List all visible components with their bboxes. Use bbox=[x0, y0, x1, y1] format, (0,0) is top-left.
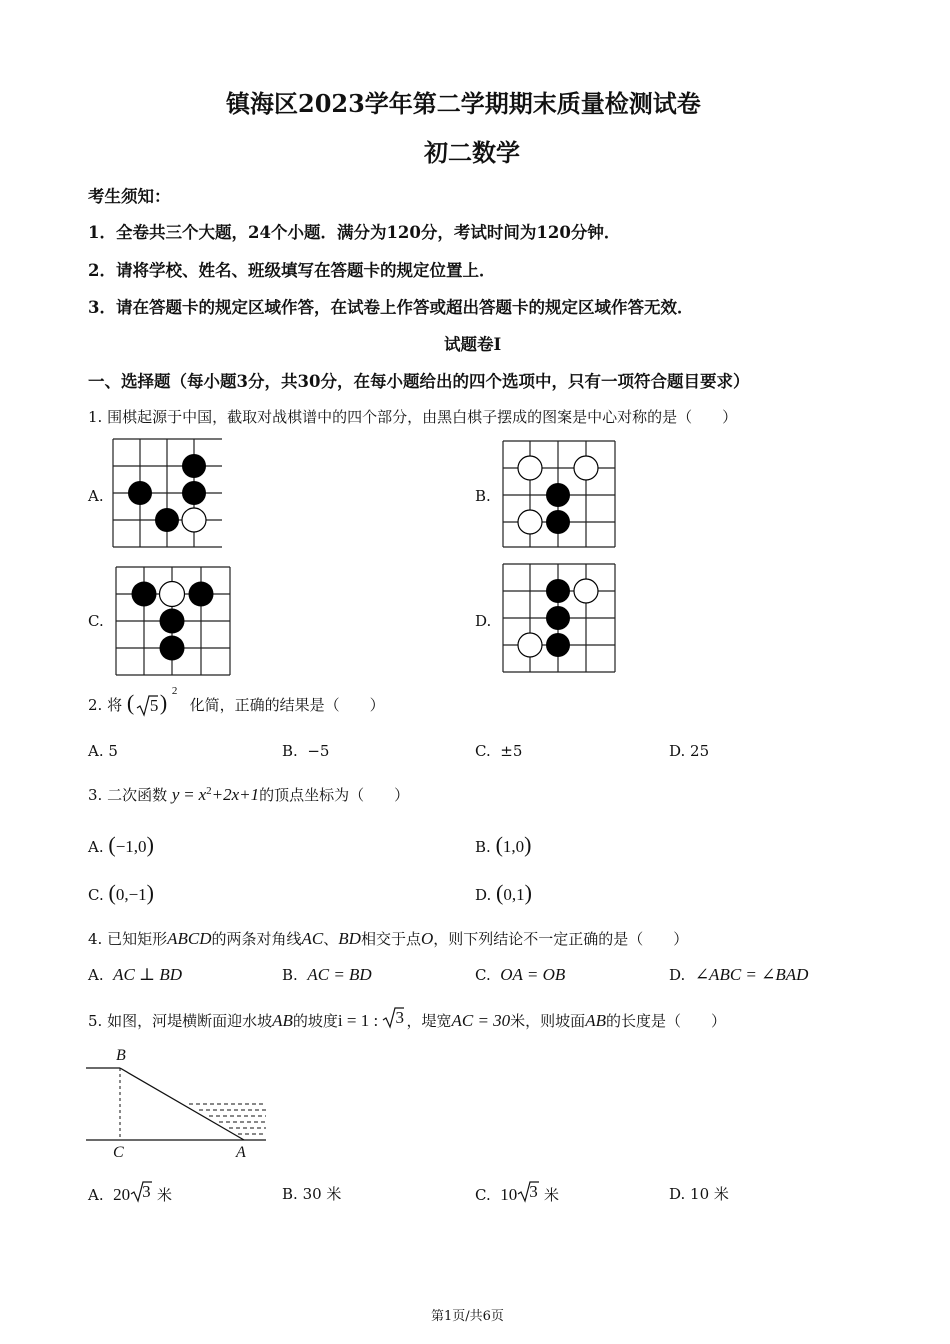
q4-option-a: A. AC ⊥ BD bbox=[88, 965, 183, 984]
q5-label-b: B bbox=[116, 1047, 126, 1064]
white-stone bbox=[518, 510, 542, 534]
q1-board-b bbox=[500, 438, 618, 550]
black-stone bbox=[160, 636, 185, 661]
q1-stem: 1. 围棋起源于中国，截取对战棋谱中的四个部分，由黑白棋子摆成的图案是中心对称的是（ ） bbox=[88, 408, 738, 426]
page-footer: 第1页/共6页 bbox=[431, 1309, 504, 1324]
black-stone bbox=[132, 582, 157, 607]
q3-option-d: D. (0,1) bbox=[475, 880, 532, 905]
black-stone bbox=[546, 606, 570, 630]
q3-text-post: 的顶点坐标为（ ） bbox=[259, 786, 410, 804]
q2-stem: 2. 将 ( 5 ) 2 化简，正确的结果是（ ） bbox=[88, 685, 385, 715]
black-stone bbox=[182, 454, 206, 478]
white-stone bbox=[182, 508, 206, 532]
q3-x: x bbox=[198, 785, 207, 804]
q2-radicand: 5 bbox=[149, 696, 159, 715]
q3-number: 3. bbox=[88, 786, 103, 804]
section-1-title: 一、选择题（每小题3分，共30分，在每小题给出的四个选项中，只有一项符合题目要求） bbox=[88, 372, 750, 391]
q5-stem: 5. 如图，河堤横断面迎水坡AB的坡度i = 1 : 3 ，堤宽AC = 30米，则坡面AB的长度是（ ） bbox=[88, 1008, 726, 1030]
q2-option-d: D. 25 bbox=[669, 742, 710, 760]
q2-option-b: B. −5 bbox=[282, 742, 330, 760]
q3-option-c: C. (0,−1) bbox=[88, 880, 154, 905]
q5-option-d: D. 10 米 bbox=[669, 1185, 729, 1203]
q3-square: 2 bbox=[206, 785, 212, 797]
q5-option-b: B. 30 米 bbox=[282, 1185, 342, 1203]
black-stone bbox=[160, 609, 185, 634]
white-stone bbox=[574, 456, 598, 480]
exam-title: 镇海区2023学年第二学期期末质量检测试卷 bbox=[226, 89, 701, 118]
white-stone bbox=[574, 579, 598, 603]
notice-item-1: 1．全卷共三个大题，24个小题．满分为120分，考试时间为120分钟． bbox=[88, 223, 621, 242]
q3-stem bbox=[88, 784, 409, 805]
black-stone bbox=[182, 481, 206, 505]
q2-text-pre: 将 bbox=[107, 696, 123, 714]
q1-option-b-label: B. bbox=[475, 487, 491, 505]
white-stone bbox=[518, 456, 542, 480]
q3-option-a: A. (−1,0) bbox=[88, 832, 154, 857]
q1-option-d-label: D. bbox=[475, 612, 492, 630]
q5-label-c: C bbox=[113, 1144, 124, 1161]
black-stone bbox=[546, 510, 570, 534]
q3-eq: = bbox=[184, 785, 194, 804]
black-stone bbox=[128, 481, 152, 505]
q1-board-d bbox=[500, 561, 618, 675]
q2-option-a: A. 5 bbox=[88, 742, 118, 760]
q3-y: y bbox=[171, 785, 180, 804]
exam-subject: 初二数学 bbox=[424, 138, 520, 167]
black-stone bbox=[546, 483, 570, 507]
q1-board-a bbox=[110, 436, 225, 550]
q5-option-c: C. 10 3 米 bbox=[475, 1182, 560, 1204]
q4-option-b: B. AC = BD bbox=[282, 965, 372, 984]
q5-label-a: A bbox=[236, 1144, 246, 1161]
notice-heading: 考生须知： bbox=[88, 187, 171, 206]
q4-stem: 4. 已知矩形ABCD的两条对角线AC、BD相交于点O，则下列结论不一定正确的是（ ） bbox=[88, 929, 689, 948]
q5-option-a: A. 20 3 米 bbox=[88, 1182, 172, 1204]
q3-rest: +2x+1 bbox=[211, 785, 260, 804]
q3-text-pre: 二次函数 bbox=[107, 786, 168, 804]
white-stone bbox=[160, 582, 185, 607]
black-stone bbox=[189, 582, 214, 607]
q1-option-a-label: A. bbox=[88, 487, 104, 505]
q2-option-c: C. ±5 bbox=[475, 742, 523, 760]
q1-board-c bbox=[113, 564, 233, 678]
black-stone bbox=[546, 633, 570, 657]
q2-text-post: 化简，正确的结果是（ ） bbox=[189, 696, 385, 714]
volume-title: 试题卷I bbox=[444, 335, 502, 354]
black-stone bbox=[546, 579, 570, 603]
notice-item-2: 2．请将学校、姓名、班级填写在答题卡的规定位置上． bbox=[88, 261, 496, 280]
white-stone bbox=[518, 633, 542, 657]
q2-number: 2. bbox=[88, 696, 103, 714]
notice-item-3: 3．请在答题卡的规定区域作答，在试卷上作答或超出答题卡的规定区域作答无效． bbox=[88, 298, 694, 317]
q4-option-c: C. OA = OB bbox=[475, 965, 566, 984]
q1-option-c-label: C. bbox=[88, 612, 104, 630]
black-stone bbox=[155, 508, 179, 532]
q2-exponent: 2 bbox=[171, 685, 178, 697]
q4-option-d: D. ∠ABC = ∠BAD bbox=[669, 965, 809, 984]
q3-option-b: B. (1,0) bbox=[475, 832, 532, 857]
